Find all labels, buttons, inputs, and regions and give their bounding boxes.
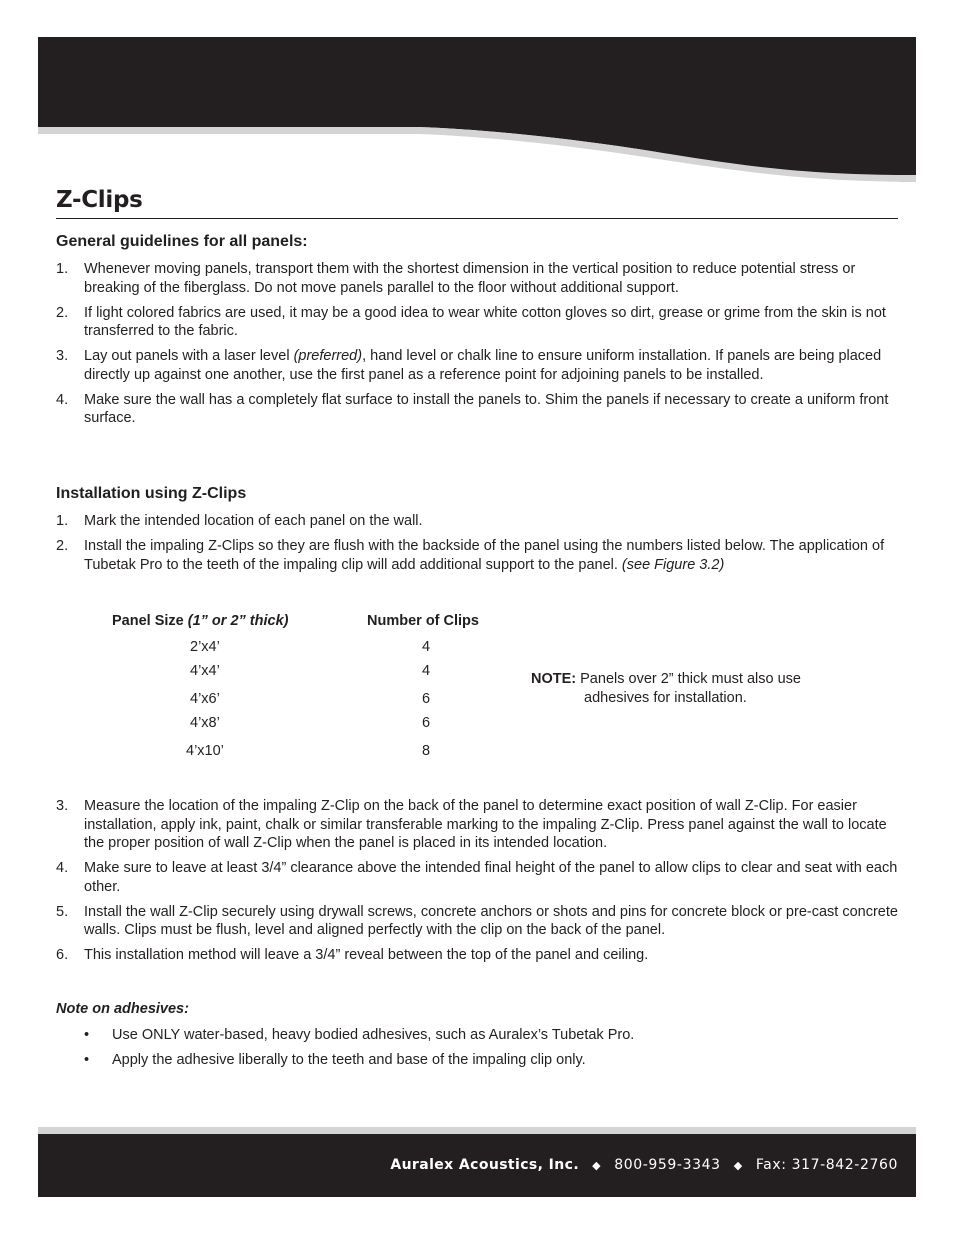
diamond-separator-icon: ◆ (592, 1159, 602, 1172)
company-name: Auralex Acoustics, Inc. (390, 1157, 580, 1173)
list-number: 1. (56, 261, 69, 277)
list-item (56, 512, 901, 531)
table-cell-clips: 4 (422, 663, 431, 679)
guidelines-list (56, 260, 901, 434)
list-text: Whenever moving panels, transport them with the shortest dimension in the vertical position to reduce potential stress or breaking of the fiberglass. Do not move panels parallel to the floor without additional support. (84, 261, 856, 296)
list-text: Make sure the wall has a completely flat surface to install the panels to. Shim the panels if necessary to create a uniform front surface. (84, 391, 889, 426)
table-header-text: Panel Size (112, 613, 188, 629)
list-item (56, 797, 901, 853)
list-text-emphasis: (preferred) (293, 348, 363, 364)
list-text: Measure the location of the impaling Z-Clip on the back of the panel to determine exact position of wall Z-Clip. For easier installation, apply ink, paint, chalk or similar transferable marking to the impaling Z-Clip. Press panel against the wall to locate the proper position of wall Z-Clip when the panel is placed in its intended location. (84, 798, 887, 851)
list-item (84, 1026, 884, 1045)
header-swoosh-graphic (38, 37, 916, 182)
list-text-post: , hand level or chalk line to ensure uniform installation. If panels are being placed directly up against one another, use the first panel as a reference point for adjoining panels to be installed. (84, 348, 882, 383)
list-number: 6. (56, 947, 69, 963)
footer-band (38, 1127, 916, 1197)
list-number: 2. (56, 538, 69, 554)
table-cell-size: 2’x4’ (190, 639, 220, 655)
header-band (38, 37, 916, 182)
note-line-1: Panels over 2” thick must also use (576, 671, 801, 687)
list-number: 5. (56, 903, 69, 920)
list-text: Apply the adhesive liberally to the teeth and base of the impaling clip only. (112, 1052, 586, 1068)
list-text: If light colored fabrics are used, it may be a good idea to wear white cotton gloves so dirt, grease or grime from the skin is not transferred to the fabric. (84, 304, 886, 339)
list-item (84, 1051, 884, 1070)
table-header-panel-size (112, 613, 288, 629)
table-cell-size: 4’x8’ (190, 715, 220, 731)
thickness-note (531, 670, 851, 707)
diamond-separator-icon: ◆ (733, 1159, 743, 1172)
list-text: Install the wall Z-Clip securely using drywall screws, concrete anchors or shots and pins for concrete block or pre-cast concrete walls. Clips must be flush, level and aligned perfectly with the clip on the back of the panel. (84, 903, 898, 938)
installation-heading: Installation using Z-Clips (56, 485, 247, 502)
list-item (56, 260, 901, 297)
title-divider (56, 218, 898, 219)
guidelines-heading: General guidelines for all panels: (56, 233, 308, 250)
list-item (56, 537, 901, 574)
list-number: 3. (56, 798, 69, 814)
list-text: Make sure to leave at least 3/4” clearance above the intended final height of the panel to allow clips to clear and seat with each other. (84, 860, 898, 895)
table-cell-size: 4’x4’ (190, 663, 220, 679)
list-number: 4. (56, 860, 69, 876)
list-item (56, 391, 901, 428)
list-item (56, 946, 901, 965)
note-label: NOTE: (531, 671, 577, 687)
table-cell-clips: 6 (422, 691, 431, 707)
list-text: Use ONLY water-based, heavy bodied adhesives, such as Auralex’s Tubetak Pro. (112, 1027, 635, 1043)
adhesives-heading: Note on adhesives: (56, 1001, 189, 1017)
list-text: This installation method will leave a 3/4” reveal between the top of the panel and ceiling. (84, 947, 649, 963)
list-item (56, 347, 901, 384)
installation-steps-list-continued (56, 797, 901, 971)
note-line-2: adhesives for installation. (584, 689, 747, 706)
list-text-emphasis: (see Figure 3.2) (621, 556, 725, 573)
table-header-clips: Number of Clips (367, 613, 479, 629)
table-header-emphasis: (1” or 2” thick) (187, 613, 289, 629)
footer-contact (390, 1157, 898, 1173)
list-text-pre: Lay out panels with a laser level (84, 348, 294, 364)
list-number: 1. (56, 513, 69, 529)
table-cell-size: 4’x10’ (186, 743, 224, 759)
bullet-icon: • (84, 1027, 90, 1043)
phone-number: 800-959-3343 (614, 1157, 721, 1173)
list-number: 2. (56, 304, 69, 321)
list-item (56, 304, 901, 341)
list-text: Mark the intended location of each panel on the wall. (84, 513, 423, 529)
table-cell-clips: 4 (422, 639, 431, 655)
page-title: Z-Clips (56, 187, 143, 213)
table-cell-clips: 8 (422, 743, 431, 759)
adhesives-list (84, 1026, 884, 1076)
list-item (56, 859, 901, 896)
table-cell-clips: 6 (422, 715, 431, 731)
list-text-pre: Install the impaling Z-Clips so they are flush with the backside of the panel using the numbers listed below. The application of Tubetak Pro to the teeth of the impaling clip will add additional support to the panel. (84, 538, 885, 573)
table-cell-size: 4’x6’ (190, 691, 220, 707)
installation-steps-list (56, 512, 901, 581)
list-number: 3. (56, 348, 69, 364)
bullet-icon: • (84, 1052, 90, 1068)
list-number: 4. (56, 391, 69, 408)
fax-number: Fax: 317-842-2760 (755, 1157, 898, 1173)
list-item (56, 903, 901, 940)
footer-stripe (38, 1127, 916, 1134)
